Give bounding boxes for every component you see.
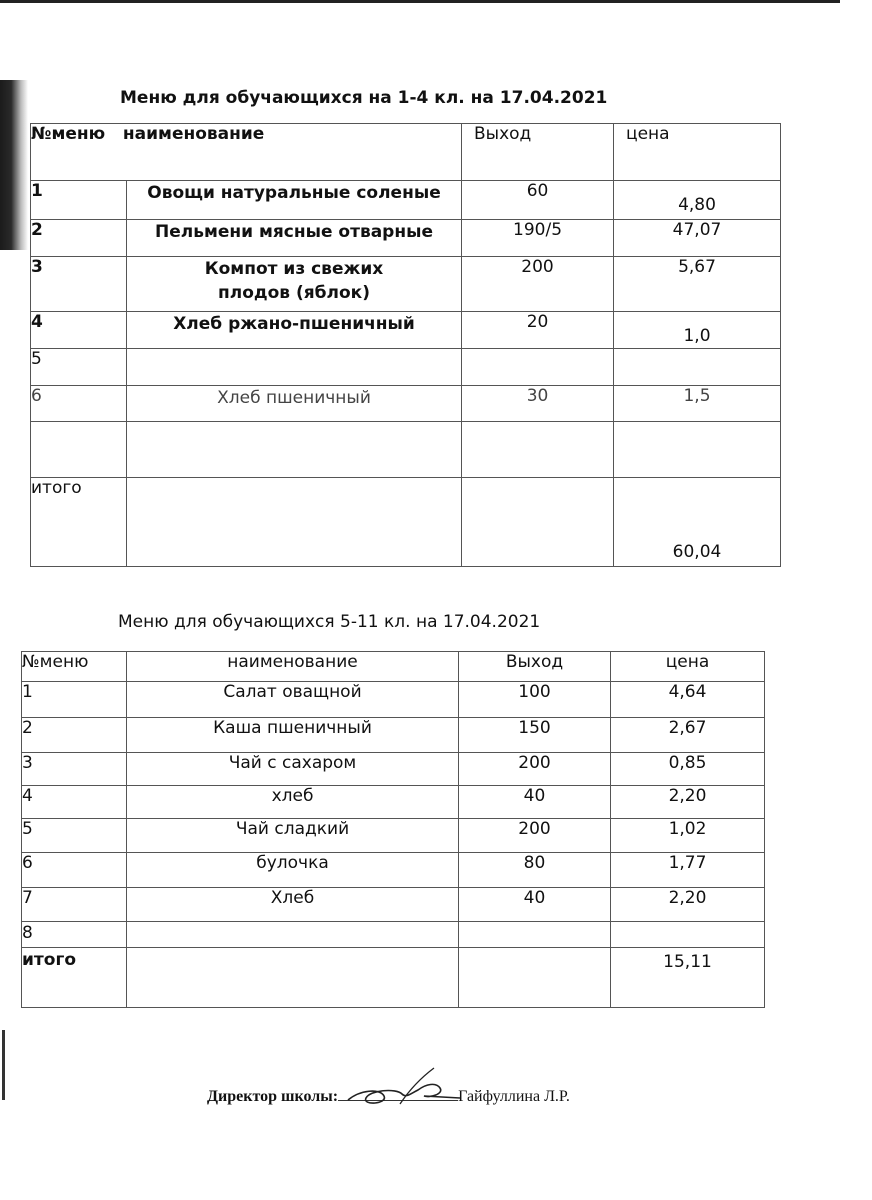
row-num: 6 xyxy=(22,853,127,888)
row-price: 1,77 xyxy=(611,853,765,888)
row-name xyxy=(127,349,462,386)
row-price: 2,20 xyxy=(611,786,765,819)
row-name: Салат оващной xyxy=(127,682,459,718)
table-row xyxy=(31,386,781,422)
table-row xyxy=(22,682,765,718)
row-name: Компот из свежих плодов (яблок) xyxy=(127,257,462,312)
table-row xyxy=(22,819,765,853)
menu2-total-value: 15,11 xyxy=(611,948,765,1008)
menu2-header-name: наименование xyxy=(127,652,459,682)
row-price: 0,85 xyxy=(611,753,765,786)
table-row xyxy=(31,181,781,220)
signature-label: Директор школы: xyxy=(207,1088,339,1105)
table-row xyxy=(31,220,781,257)
scan-artifact-left-bottom xyxy=(2,1030,5,1100)
row-name: Чай сладкий xyxy=(127,819,459,853)
row-num: 6 xyxy=(31,386,127,422)
row-name: хлеб xyxy=(127,786,459,819)
row-price: 4,64 xyxy=(611,682,765,718)
row-name: Овощи натуральные соленые xyxy=(127,181,462,220)
row-price: 47,07 xyxy=(614,220,781,257)
row-num: 8 xyxy=(22,922,127,948)
menu1-header-price: цена xyxy=(614,124,781,181)
table-row xyxy=(22,888,765,922)
row-num: 1 xyxy=(31,181,127,220)
menu1-header-output: Выход xyxy=(462,124,614,181)
row-name: Пельмени мясные отварные xyxy=(127,220,462,257)
row-num: 2 xyxy=(31,220,127,257)
menu1-total-row xyxy=(31,478,781,567)
signature-name: Гайфуллина Л.Р. xyxy=(458,1088,570,1105)
handwritten-signature-icon xyxy=(340,1064,470,1114)
row-output xyxy=(462,349,614,386)
row-num: 3 xyxy=(31,257,127,312)
table-row xyxy=(31,257,781,312)
row-output: 40 xyxy=(459,888,611,922)
menu2-header-price: цена xyxy=(611,652,765,682)
table-row xyxy=(22,853,765,888)
row-price: 2,20 xyxy=(611,888,765,922)
row-name xyxy=(127,922,459,948)
row-output: 150 xyxy=(459,718,611,753)
row-num: 4 xyxy=(22,786,127,819)
row-num: 7 xyxy=(22,888,127,922)
row-output: 40 xyxy=(459,786,611,819)
menu1-title: Меню для обучающихся на 1-4 кл. на 17.04.2021 xyxy=(120,88,608,108)
row-num: 5 xyxy=(31,349,127,386)
row-output xyxy=(459,922,611,948)
table-row xyxy=(31,312,781,349)
table-row xyxy=(31,349,781,386)
menu2-table xyxy=(21,651,765,1008)
menu1-total-label: итого xyxy=(31,478,127,567)
table-row xyxy=(22,753,765,786)
menu1-total-value: 60,04 xyxy=(614,478,781,567)
row-name: Каша пшеничный xyxy=(127,718,459,753)
row-price: 2,67 xyxy=(611,718,765,753)
row-num: 5 xyxy=(22,819,127,853)
menu2-total-label: итого xyxy=(22,948,127,1008)
row-price xyxy=(614,349,781,386)
menu2-header-output: Выход xyxy=(459,652,611,682)
row-price: 1,5 xyxy=(614,386,781,422)
row-output: 60 xyxy=(462,181,614,220)
row-output: 100 xyxy=(459,682,611,718)
row-num: 1 xyxy=(22,682,127,718)
menu2-header-row xyxy=(22,652,765,682)
row-output: 20 xyxy=(462,312,614,349)
row-price: 4,80 xyxy=(614,181,781,220)
row-output: 200 xyxy=(459,753,611,786)
row-price: 1,02 xyxy=(611,819,765,853)
row-num: 3 xyxy=(22,753,127,786)
row-price: 5,67 xyxy=(614,257,781,312)
row-output: 30 xyxy=(462,386,614,422)
row-output: 190/5 xyxy=(462,220,614,257)
row-output: 200 xyxy=(462,257,614,312)
menu2-header-num: №меню xyxy=(22,652,127,682)
row-output: 80 xyxy=(459,853,611,888)
row-name: Чай с сахаром xyxy=(127,753,459,786)
menu1-table xyxy=(30,123,781,567)
row-num: 4 xyxy=(31,312,127,349)
scan-artifact-left xyxy=(0,80,28,250)
row-name: Хлеб xyxy=(127,888,459,922)
table-row xyxy=(22,922,765,948)
row-num: 2 xyxy=(22,718,127,753)
row-output: 200 xyxy=(459,819,611,853)
row-name: Хлеб ржано-пшеничный xyxy=(127,312,462,349)
table-row xyxy=(22,718,765,753)
row-name: булочка xyxy=(127,853,459,888)
table-row-empty xyxy=(31,422,781,478)
row-price: 1,0 xyxy=(614,312,781,349)
scan-top-edge xyxy=(0,0,840,3)
row-name: Хлеб пшеничный xyxy=(127,386,462,422)
menu1-header-row xyxy=(31,124,781,181)
menu2-title: Меню для обучающихся 5-11 кл. на 17.04.2021 xyxy=(118,612,541,632)
menu2-total-row xyxy=(22,948,765,1008)
table-row xyxy=(22,786,765,819)
menu1-header-num-name: №меню наименование xyxy=(31,124,462,181)
row-price xyxy=(611,922,765,948)
